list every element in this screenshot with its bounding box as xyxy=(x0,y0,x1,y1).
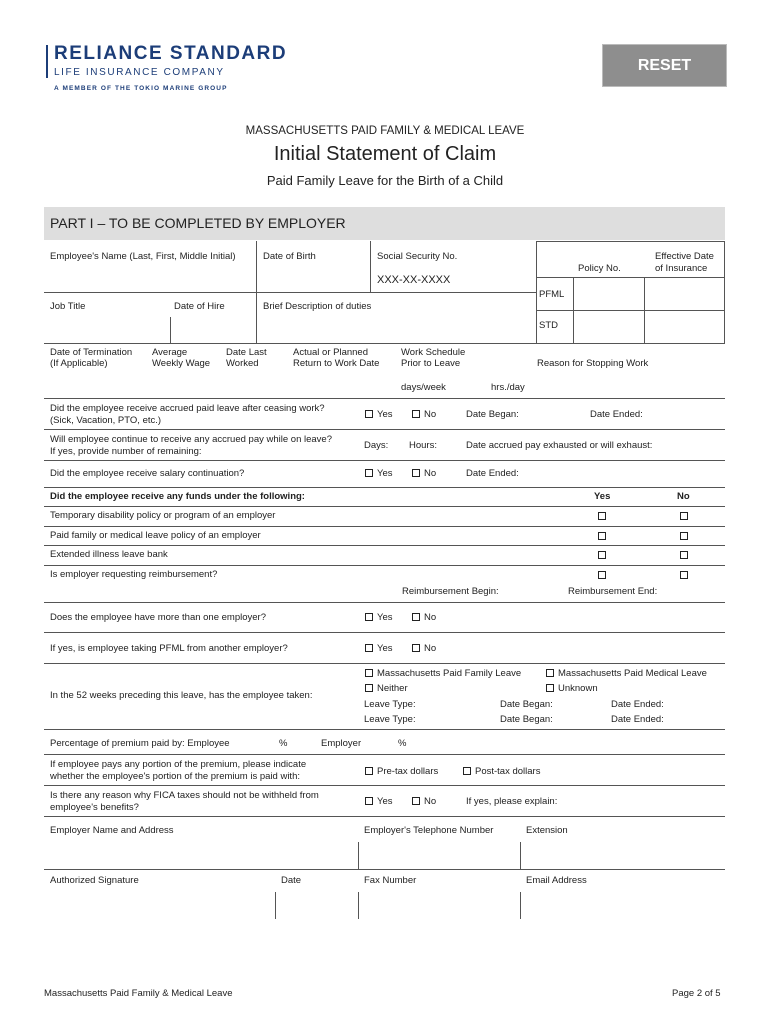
funds-item-3-yes-checkbox[interactable] xyxy=(598,551,606,559)
std-divider-2 xyxy=(644,310,645,343)
funds-item-3-no-checkbox[interactable] xyxy=(680,551,688,559)
funds-no-header: No xyxy=(677,491,690,502)
pfml-divider xyxy=(573,277,574,310)
q9-label-2: employee's benefits? xyxy=(50,802,139,813)
funds-item-4-line xyxy=(44,602,725,603)
funds-item-3: Extended illness leave bank xyxy=(50,549,168,560)
pfml-divider-2 xyxy=(644,277,645,310)
q6-mpfl-checkbox[interactable] xyxy=(365,669,373,677)
hrs-day-label: hrs./day xyxy=(491,382,525,393)
row2-divider xyxy=(170,317,171,343)
q2-label: Will employee continue to receive any accrued pay while on leave? xyxy=(50,434,332,445)
q1-yes-label: Yes xyxy=(377,409,393,420)
termination-label: Date of Termination xyxy=(50,347,133,358)
logo-tagline: A MEMBER OF THE TOKIO MARINE GROUP xyxy=(54,85,228,92)
footer-left: Massachusetts Paid Family & Medical Leave xyxy=(44,988,233,999)
q9-yes-label: Yes xyxy=(377,796,393,807)
days-week-label: days/week xyxy=(401,382,446,393)
row1-line xyxy=(44,292,536,293)
box-left-border xyxy=(536,241,537,343)
q7-pct-1: % xyxy=(279,738,288,749)
std-divider xyxy=(573,310,574,343)
q1-line xyxy=(44,429,725,430)
reason-label: Reason for Stopping Work xyxy=(537,358,649,369)
funds-item-4-no-checkbox[interactable] xyxy=(680,571,688,579)
box-top-border xyxy=(536,241,725,242)
effective-date-label: Effective Date xyxy=(655,251,714,262)
sig-date-label: Date xyxy=(281,875,302,886)
q6-neither-label: Neither xyxy=(377,683,408,694)
q4-yes-checkbox[interactable] xyxy=(365,613,373,621)
dob-label: Date of Birth xyxy=(263,251,316,262)
q2-hours-label: Hours: xyxy=(409,440,437,451)
page-number: Page 2 of 5 xyxy=(672,988,721,999)
q6-mpml-checkbox[interactable] xyxy=(546,669,554,677)
q1-began-label: Date Began: xyxy=(466,409,519,420)
funds-item-1: Temporary disability policy or program of an employer xyxy=(50,510,276,521)
q1-no-label: No xyxy=(424,409,437,420)
employee-name-label: Employee's Name (Last, First, Middle Initial) xyxy=(50,251,236,262)
row3-line xyxy=(44,398,725,399)
q6-mpml-label: Massachusetts Paid Medical Leave xyxy=(558,668,707,679)
funds-item-1-line xyxy=(44,526,725,527)
q6-line xyxy=(44,729,725,730)
funds-item-3-line xyxy=(44,565,725,566)
q4-no-checkbox[interactable] xyxy=(412,613,420,621)
q5-no-checkbox[interactable] xyxy=(412,644,420,652)
reimb-begin-label: Reimbursement Begin: xyxy=(402,586,499,597)
effective-date-label-2: of Insurance xyxy=(655,263,708,274)
logo-text: RELIANCE STANDARD xyxy=(54,43,288,64)
q9-no-label: No xyxy=(424,796,437,807)
q8-pretax-checkbox[interactable] xyxy=(365,767,373,775)
sig-divider-3 xyxy=(520,892,521,919)
q2-line xyxy=(44,460,725,461)
funds-item-4: Is employer requesting reimbursement? xyxy=(50,569,218,580)
q2-exhaust-label: Date accrued pay exhausted or will exhaust: xyxy=(466,440,653,451)
q3-ended-label: Date Ended: xyxy=(466,468,519,479)
return-label: Actual or Planned xyxy=(293,347,368,358)
q9-explain-label: If yes, please explain: xyxy=(466,796,558,807)
funds-item-2: Paid family or medical leave policy of an employer xyxy=(50,530,261,541)
q2-label-2: If yes, provide number of remaining: xyxy=(50,446,202,457)
row1-divider-2 xyxy=(370,241,371,292)
box-right-border xyxy=(724,241,725,343)
q1-label-2: (Sick, Vacation, PTO, etc.) xyxy=(50,415,162,426)
q9-no-checkbox[interactable] xyxy=(412,797,420,805)
sig-divider xyxy=(275,892,276,919)
q9-yes-checkbox[interactable] xyxy=(365,797,373,805)
logo-bar xyxy=(46,45,48,78)
q6-began-2: Date Began: xyxy=(500,714,553,725)
q5-yes-label: Yes xyxy=(377,643,393,654)
ssn-label: Social Security No. xyxy=(377,251,458,262)
q7-employer-label: Employer xyxy=(321,738,362,749)
row2-divider-2 xyxy=(256,292,257,343)
q7-pct-2: % xyxy=(398,738,407,749)
email-label: Email Address xyxy=(526,875,587,886)
pfml-label: PFML xyxy=(539,289,565,300)
q8-posttax-label: Post-tax dollars xyxy=(475,766,541,777)
emp-divider xyxy=(358,842,359,869)
q5-label: If yes, is employee taking PFML from another employer? xyxy=(50,643,288,654)
q6-unknown-checkbox[interactable] xyxy=(546,684,554,692)
ssn-value[interactable]: XXX-XX-XXXX xyxy=(377,274,451,286)
funds-yes-header: Yes xyxy=(594,491,611,502)
row2-line xyxy=(44,343,725,344)
q9-label: Is there any reason why FICA taxes should not be withheld from xyxy=(50,790,319,801)
wage-label-2: Weekly Wage xyxy=(152,358,211,369)
sig-divider-2 xyxy=(358,892,359,919)
q6-mpfl-label: Massachusetts Paid Family Leave xyxy=(377,668,522,679)
q6-unknown-label: Unknown xyxy=(558,683,598,694)
q7-line xyxy=(44,754,725,755)
reimb-end-label: Reimbursement End: xyxy=(568,586,658,597)
emp-line xyxy=(44,869,725,870)
q5-line xyxy=(44,663,725,664)
q3-label: Did the employee receive salary continuation? xyxy=(50,468,245,479)
emp-divider-2 xyxy=(520,842,521,869)
q6-label: In the 52 weeks preceding this leave, has the employee taken: xyxy=(50,690,313,701)
q5-no-label: No xyxy=(424,643,437,654)
q3-line xyxy=(44,487,725,488)
q8-line xyxy=(44,785,725,786)
part-heading: PART I – TO BE COMPLETED BY EMPLOYER xyxy=(44,207,725,240)
q4-label: Does the employee have more than one employer? xyxy=(50,612,266,623)
funds-item-2-yes-checkbox[interactable] xyxy=(598,532,606,540)
q8-posttax-checkbox[interactable] xyxy=(463,767,471,775)
termination-label-2: (If Applicable) xyxy=(50,358,108,369)
q1-ended-label: Date Ended: xyxy=(590,409,643,420)
return-label-2: Return to Work Date xyxy=(293,358,380,369)
funds-item-2-line xyxy=(44,545,725,546)
funds-item-1-yes-checkbox[interactable] xyxy=(598,512,606,520)
q8-label: If employee pays any portion of the premium, please indicate xyxy=(50,759,307,770)
q6-ended-2: Date Ended: xyxy=(611,714,664,725)
job-title-label: Job Title xyxy=(50,301,86,312)
funds-item-1-no-checkbox[interactable] xyxy=(680,512,688,520)
q3-no-label: No xyxy=(424,468,437,479)
q8-label-2: whether the employee's portion of the premium is paid with: xyxy=(50,771,300,782)
page-subtitle: Paid Family Leave for the Birth of a Child xyxy=(266,173,504,188)
extension-label: Extension xyxy=(526,825,568,836)
pfml-line xyxy=(536,310,725,311)
q1-no-checkbox[interactable] xyxy=(412,410,420,418)
funds-title: Did the employee receive any funds under the following: xyxy=(50,491,305,502)
q3-yes-label: Yes xyxy=(377,468,393,479)
funds-item-4-yes-checkbox[interactable] xyxy=(598,571,606,579)
hire-date-label: Date of Hire xyxy=(174,301,225,312)
q2-days-label: Days: xyxy=(364,440,389,451)
q6-ended-1: Date Ended: xyxy=(611,699,664,710)
q8-pretax-label: Pre-tax dollars xyxy=(377,766,439,777)
fax-label: Fax Number xyxy=(364,875,417,886)
funds-line xyxy=(44,506,725,507)
employer-phone-label: Employer's Telephone Number xyxy=(364,825,494,836)
policy-line xyxy=(536,277,725,278)
q3-yes-checkbox[interactable] xyxy=(365,469,373,477)
q6-began-1: Date Began: xyxy=(500,699,553,710)
q6-leave-type-2: Leave Type: xyxy=(364,714,416,725)
schedule-label: Work Schedule xyxy=(401,347,466,358)
row1-divider xyxy=(256,241,257,292)
q1-label: Did the employee receive accrued paid leave after ceasing work? xyxy=(50,403,325,414)
signature-label: Authorized Signature xyxy=(50,875,139,886)
policy-label: Policy No. xyxy=(578,263,621,274)
wage-label: Average xyxy=(152,347,188,358)
q9-line xyxy=(44,816,725,817)
q4-line xyxy=(44,632,725,633)
form-program: MASSACHUSETTS PAID FAMILY & MEDICAL LEAVE xyxy=(245,125,525,137)
duties-label: Brief Description of duties xyxy=(263,301,372,312)
reset-button[interactable]: RESET xyxy=(602,44,727,87)
logo-subtext: LIFE INSURANCE COMPANY xyxy=(54,67,225,78)
last-worked-label-2: Worked xyxy=(226,358,259,369)
q6-leave-type-1: Leave Type: xyxy=(364,699,416,710)
funds-item-2-no-checkbox[interactable] xyxy=(680,532,688,540)
page-title: Initial Statement of Claim xyxy=(273,143,497,165)
q5-yes-checkbox[interactable] xyxy=(365,644,373,652)
q3-no-checkbox[interactable] xyxy=(412,469,420,477)
q1-yes-checkbox[interactable] xyxy=(365,410,373,418)
schedule-label-2: Prior to Leave xyxy=(401,358,461,369)
q6-neither-checkbox[interactable] xyxy=(365,684,373,692)
last-worked-label: Date Last xyxy=(226,347,267,358)
q4-yes-label: Yes xyxy=(377,612,393,623)
employer-name-label: Employer Name and Address xyxy=(50,825,174,836)
std-label: STD xyxy=(539,320,558,331)
q7-label: Percentage of premium paid by: Employee xyxy=(50,738,230,749)
q4-no-label: No xyxy=(424,612,437,623)
